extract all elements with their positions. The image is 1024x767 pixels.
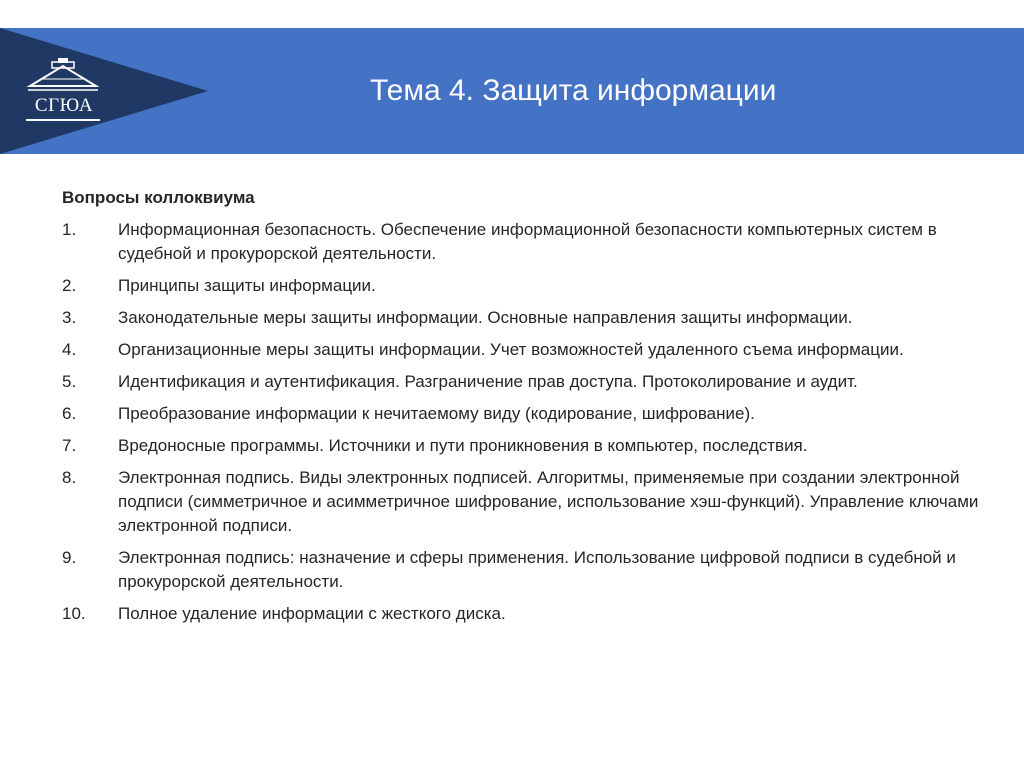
item-number: 5.: [62, 372, 77, 391]
item-text: Организационные меры защиты информации. Учет возможностей удаленного съема информации.: [118, 340, 904, 359]
slide-title: Тема 4. Защита информации: [370, 74, 777, 107]
list-item: [62, 546, 982, 594]
list-item: [62, 218, 982, 266]
item-text: Полное удаление информации с жесткого диска.: [118, 604, 506, 623]
list-item: [62, 338, 982, 362]
item-text: Преобразование информации к нечитаемому виду (кодирование, шифрование).: [118, 404, 755, 423]
item-number: 1.: [62, 220, 77, 239]
item-text: Принципы защиты информации.: [118, 276, 376, 295]
item-number: 6.: [62, 404, 77, 423]
item-text: Информационная безопасность. Обеспечение информационной безопасности компьютерных систем в судебной и прокурорской деятельности.: [118, 220, 937, 263]
item-number: 2.: [62, 276, 77, 295]
list-item: [62, 466, 982, 538]
item-number: 9.: [62, 548, 77, 567]
item-number: 4.: [62, 340, 77, 359]
list-item: [62, 370, 982, 394]
section-heading: Вопросы коллоквиума: [62, 188, 255, 207]
logo-text: СГЮА: [34, 95, 94, 116]
item-text: Вредоносные программы. Источники и пути проникновения в компьютер, последствия.: [118, 436, 808, 455]
questions-list: [62, 218, 982, 626]
slide-content: [62, 186, 982, 634]
list-item: [62, 602, 982, 626]
list-item: [62, 306, 982, 330]
item-text: Электронная подпись: назначение и сферы применения. Использование цифровой подписи в судебной и прокурорской деятельности.: [118, 548, 956, 591]
item-text: Электронная подпись. Виды электронных подписей. Алгоритмы, применяемые при создании электронной подписи (симметричное и асимметричное шифрование, использование хэш-функций). Управление ключами электронной подписи.: [118, 468, 979, 535]
item-number: 3.: [62, 308, 77, 327]
item-number: 7.: [62, 436, 77, 455]
list-item: [62, 402, 982, 426]
list-item: [62, 434, 982, 458]
list-item: [62, 274, 982, 298]
item-text: Идентификация и аутентификация. Разграничение прав доступа. Протоколирование и аудит.: [118, 372, 858, 391]
item-number: 10.: [62, 604, 86, 623]
item-text: Законодательные меры защиты информации. Основные направления защиты информации.: [118, 308, 853, 327]
item-number: 8.: [62, 468, 77, 487]
